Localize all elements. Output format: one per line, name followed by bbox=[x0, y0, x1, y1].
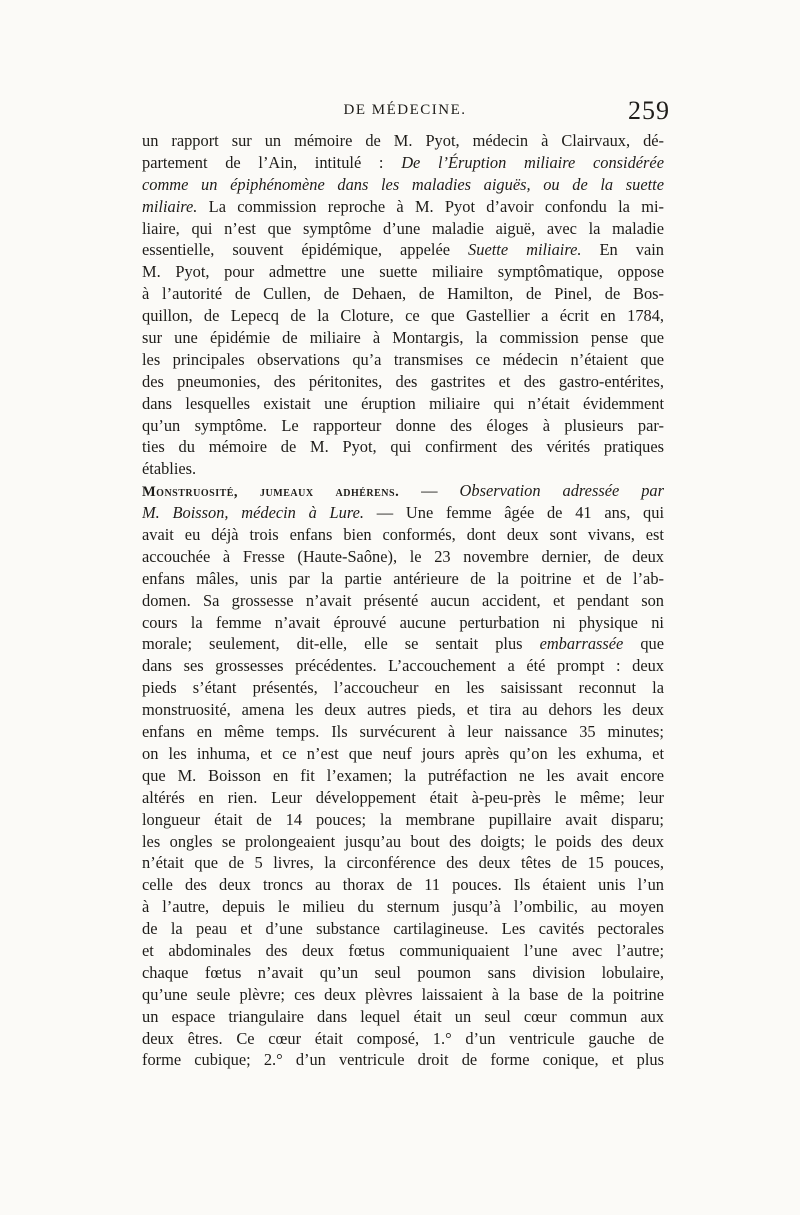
text-line bbox=[142, 809, 664, 831]
text-line bbox=[142, 218, 664, 240]
text-segment: que M. Boisson en fit l’examen; la putréfaction ne les avait encore bbox=[142, 765, 664, 785]
text-segment: forme cubique; 2.° d’un ventricule droit de forme conique, et plus bbox=[142, 1050, 664, 1070]
text-segment: monstruosité, amena les deux autres pieds, et tira au dehors les deux bbox=[142, 700, 664, 720]
text-segment: domen. Sa grossesse n’avait présenté aucun accident, et pendant son bbox=[142, 590, 664, 610]
text-line bbox=[142, 283, 664, 305]
text-line bbox=[142, 677, 664, 699]
text-line bbox=[142, 415, 664, 437]
text-segment: un rapport sur un mémoire de M. Pyot, médecin à Clairvaux, dé- bbox=[142, 131, 664, 150]
text-line bbox=[142, 590, 664, 612]
text-line bbox=[142, 393, 664, 415]
text-segment: des pneumonies, des péritonites, des gastrites et des gastro-entérites, bbox=[142, 371, 664, 391]
text-segment: M. Pyot, pour admettre une suette miliaire symptômatique, oppose bbox=[142, 262, 664, 282]
text-line bbox=[142, 524, 664, 546]
text-line bbox=[142, 261, 664, 283]
text-line bbox=[142, 831, 664, 853]
text-segment: morale; seulement, dit-elle, elle se sentait plus bbox=[142, 634, 540, 654]
running-head: DE MÉDECINE. bbox=[343, 102, 467, 118]
text-segment: les principales observations qu’a transmises ce médecin n’étaient que bbox=[142, 349, 664, 369]
text-segment: un espace triangulaire dans lequel était un seul cœur commun aux bbox=[142, 1006, 664, 1026]
text-segment: accouchée à Fresse (Haute-Saône), le 23 novembre dernier, de deux bbox=[142, 546, 664, 566]
text-segment: liaire, qui n’est que symptôme d’une maladie aiguë, avec la maladie bbox=[142, 218, 664, 238]
text-segment: à l’autre, depuis le milieu du sternum jusqu’à l’ombilic, au moyen bbox=[142, 897, 664, 917]
text-segment: à l’autorité de Cullen, de Dehaen, de Hamilton, de Pinel, de Bos- bbox=[142, 284, 664, 304]
text-line bbox=[142, 458, 664, 480]
text-segment: établies. bbox=[142, 459, 197, 479]
text-line bbox=[142, 349, 664, 371]
text-segment: cours la femme n’avait éprouvé aucune perturbation ni physique ni bbox=[142, 612, 664, 632]
text-segment: — Une femme âgée de 41 ans, qui bbox=[364, 503, 664, 523]
text-line bbox=[142, 852, 664, 874]
text-line bbox=[142, 918, 664, 940]
text-segment: enfans mâles, unis par la partie antérieure de la poitrine et de l’ab- bbox=[142, 568, 664, 588]
text-segment: n’était que de 5 livres, la circonférence des deux têtes de 15 pouces, bbox=[142, 853, 664, 873]
text-segment: comme un épiphénomène dans les maladies aiguës, ou de la suette bbox=[142, 174, 664, 194]
text-segment: celle des deux troncs au thorax de 11 pouces. Ils étaient unis l’un bbox=[142, 875, 664, 895]
text-segment: et abdominales des deux fœtus communiquaient l’une avec l’autre; bbox=[142, 940, 664, 960]
text-line bbox=[142, 743, 664, 765]
text-segment: enfans en même temps. Ils survécurent à leur naissance 35 minutes; bbox=[142, 722, 664, 742]
text-line bbox=[142, 655, 664, 677]
page-number: 259 bbox=[628, 96, 670, 125]
body-text bbox=[142, 130, 664, 1071]
text-line bbox=[142, 371, 664, 393]
text-segment: embarrassée bbox=[539, 634, 624, 654]
text-segment: partement de l’Ain, intitulé : bbox=[142, 152, 402, 172]
text-line bbox=[142, 633, 664, 655]
text-segment: La commission reproche à M. Pyot d’avoir confondu la mi- bbox=[197, 196, 664, 216]
text-line bbox=[142, 765, 664, 787]
text-line bbox=[142, 546, 664, 568]
page-header bbox=[140, 96, 670, 126]
text-line bbox=[142, 502, 664, 524]
text-line bbox=[142, 152, 664, 174]
text-line bbox=[142, 874, 664, 896]
text-line bbox=[142, 239, 664, 261]
text-line bbox=[142, 174, 664, 196]
text-segment: miliaire. bbox=[142, 196, 198, 216]
text-segment: — bbox=[399, 481, 460, 501]
text-segment: longueur était de 14 pouces; la membrane pupillaire avait disparu; bbox=[142, 809, 664, 829]
text-segment: dans lesquelles existait une éruption miliaire qui n’était évidemment bbox=[142, 393, 664, 413]
text-line bbox=[142, 568, 664, 590]
text-segment: chaque fœtus n’avait qu’un seul poumon sans division lobulaire, bbox=[142, 962, 664, 982]
text-line bbox=[142, 1006, 664, 1028]
text-segment: deux êtres. Ce cœur était composé, 1.° d’un ventricule gauche de bbox=[142, 1028, 664, 1048]
text-line bbox=[142, 196, 664, 218]
text-segment: quillon, de Lepecq de la Cloture, ce que Gastellier a écrit en 1784, bbox=[142, 306, 664, 326]
text-line bbox=[142, 436, 664, 458]
text-line bbox=[142, 327, 664, 349]
text-segment: ties du mémoire de M. Pyot, qui confirment des vérités pratiques bbox=[142, 437, 664, 457]
text-segment: pieds s’étant présentés, l’accoucheur en les saisissant reconnut la bbox=[142, 678, 664, 698]
text-segment: De l’Éruption miliaire considérée bbox=[401, 152, 664, 172]
text-line bbox=[142, 940, 664, 962]
text-line bbox=[142, 787, 664, 809]
text-segment: Observation adressée par bbox=[459, 481, 664, 501]
text-segment: on les inhuma, et ce n’est que neuf jours après qu’on les exhuma, et bbox=[142, 743, 664, 763]
text-segment: altérés en rien. Leur développement était à-peu-près le même; leur bbox=[142, 787, 664, 807]
text-line bbox=[142, 612, 664, 634]
text-line bbox=[142, 1028, 664, 1050]
text-line bbox=[142, 896, 664, 918]
text-segment: avait eu déjà trois enfans bien conformés, dont deux sont vivans, est bbox=[142, 525, 664, 545]
text-line bbox=[142, 721, 664, 743]
text-segment: M. Boisson, médecin à Lure. bbox=[142, 503, 365, 523]
text-segment: qu’un symptôme. Le rapporteur donne des éloges à plusieurs par- bbox=[142, 415, 664, 435]
text-line bbox=[142, 699, 664, 721]
text-line bbox=[142, 130, 664, 152]
text-segment: que bbox=[623, 634, 664, 654]
text-segment: de la peau et d’une substance cartilagineuse. Les cavités pectorales bbox=[142, 919, 664, 939]
text-segment: essentielle, souvent épidémique, appelée bbox=[142, 240, 469, 260]
text-line bbox=[142, 480, 664, 502]
text-line bbox=[142, 962, 664, 984]
section-heading: Monstruosité, jumeaux adhérens. bbox=[142, 484, 400, 501]
text-segment: qu’une seule plèvre; ces deux plèvres laissaient à la base de la poitrine bbox=[142, 984, 664, 1004]
text-line bbox=[142, 984, 664, 1006]
text-line bbox=[142, 305, 664, 327]
text-line bbox=[142, 1049, 664, 1071]
text-segment: sur une épidémie de miliaire à Montargis, la commission pense que bbox=[142, 328, 664, 348]
text-segment: En vain bbox=[581, 240, 664, 260]
text-segment: Suette miliaire. bbox=[468, 240, 582, 260]
text-segment: les ongles se prolongeaient jusqu’au bout des doigts; le poids des deux bbox=[142, 831, 664, 851]
text-segment: dans ses grossesses précédentes. L’accouchement a été prompt : deux bbox=[142, 656, 664, 676]
